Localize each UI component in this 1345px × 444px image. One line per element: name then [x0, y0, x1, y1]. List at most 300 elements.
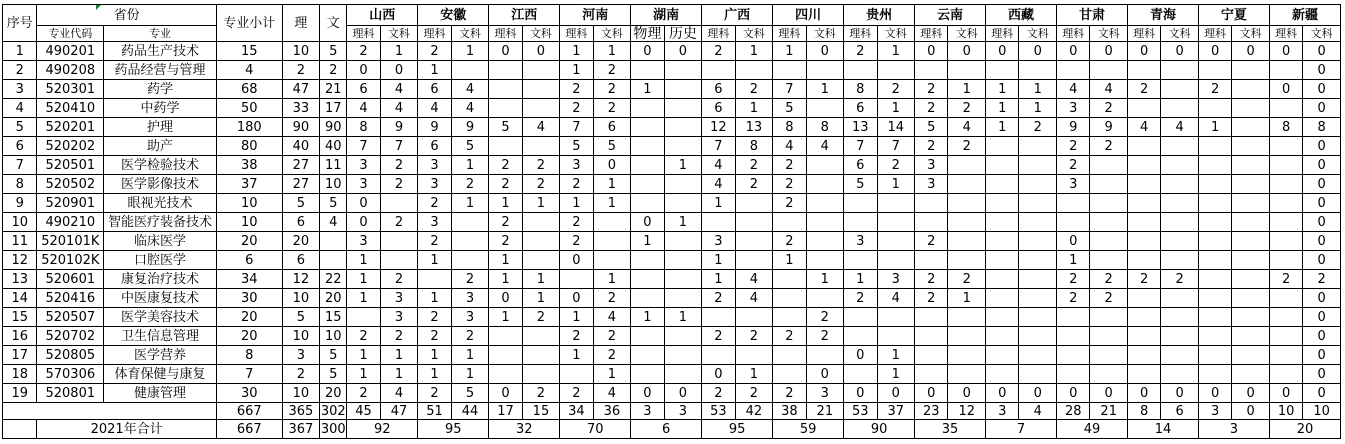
row-value[interactable]: [1019, 137, 1057, 156]
row-value[interactable]: [1090, 61, 1128, 80]
row-value[interactable]: [489, 80, 522, 99]
row-value[interactable]: [1269, 194, 1302, 213]
row-value[interactable]: [986, 327, 1019, 346]
row-value[interactable]: [1269, 289, 1302, 308]
row-value[interactable]: 2: [773, 384, 806, 403]
row-value[interactable]: [1232, 270, 1270, 289]
row-value[interactable]: 2: [347, 384, 380, 403]
row-value[interactable]: [380, 232, 418, 251]
row-value[interactable]: [1198, 175, 1231, 194]
row-value[interactable]: [1232, 289, 1270, 308]
row-value[interactable]: [664, 251, 702, 270]
row-code[interactable]: 520601: [37, 270, 104, 289]
row-value[interactable]: 2: [702, 384, 735, 403]
row-value[interactable]: [986, 346, 1019, 365]
row-value[interactable]: [844, 194, 877, 213]
row-subtotal[interactable]: 15: [216, 42, 282, 61]
row-major[interactable]: 药品经营与管理: [104, 61, 217, 80]
row-value[interactable]: 2: [1161, 270, 1199, 289]
row-value[interactable]: [1269, 308, 1302, 327]
row-art[interactable]: 10: [320, 175, 347, 194]
row-value[interactable]: [773, 213, 806, 232]
row-value[interactable]: [1198, 156, 1231, 175]
row-value[interactable]: [877, 232, 915, 251]
row-value[interactable]: 0: [877, 384, 915, 403]
row-value[interactable]: 1: [773, 42, 806, 61]
row-sci[interactable]: 40: [282, 137, 320, 156]
row-value[interactable]: 2: [1057, 137, 1090, 156]
row-value[interactable]: [1269, 327, 1302, 346]
row-art[interactable]: 90: [320, 118, 347, 137]
row-value[interactable]: 0: [1019, 384, 1057, 403]
row-value[interactable]: 0: [915, 384, 948, 403]
row-value[interactable]: 2: [451, 270, 489, 289]
row-value[interactable]: 2: [773, 156, 806, 175]
row-value[interactable]: [1198, 308, 1231, 327]
row-value[interactable]: 0: [806, 365, 844, 384]
row-value[interactable]: 5: [560, 137, 593, 156]
row-value[interactable]: [631, 327, 664, 346]
row-sci[interactable]: 10: [282, 327, 320, 346]
row-value[interactable]: [1269, 251, 1302, 270]
row-value[interactable]: 4: [451, 99, 489, 118]
row-value[interactable]: [773, 346, 806, 365]
row-value[interactable]: [522, 346, 560, 365]
row-value[interactable]: [1198, 346, 1231, 365]
row-value[interactable]: 4: [380, 99, 418, 118]
row-value[interactable]: 2: [1090, 99, 1128, 118]
row-value[interactable]: 0: [489, 42, 522, 61]
row-value[interactable]: [735, 346, 773, 365]
row-value[interactable]: 0: [1127, 42, 1160, 61]
row-value[interactable]: 0: [560, 289, 593, 308]
row-art[interactable]: [320, 232, 347, 251]
row-value[interactable]: [806, 194, 844, 213]
subtotal-value[interactable]: 17: [489, 403, 522, 420]
row-value[interactable]: [735, 213, 773, 232]
row-value[interactable]: [1019, 156, 1057, 175]
row-value[interactable]: 1: [451, 156, 489, 175]
row-value[interactable]: [664, 327, 702, 346]
row-seq[interactable]: 13: [3, 270, 37, 289]
row-value[interactable]: 3: [347, 232, 380, 251]
row-value[interactable]: 4: [522, 118, 560, 137]
row-subtotal[interactable]: 20: [216, 232, 282, 251]
row-value[interactable]: [1019, 232, 1057, 251]
row-value[interactable]: 0: [948, 384, 986, 403]
row-value[interactable]: [915, 194, 948, 213]
row-value[interactable]: [522, 232, 560, 251]
row-value[interactable]: 2: [948, 137, 986, 156]
row-value[interactable]: 8: [1269, 118, 1302, 137]
row-value[interactable]: 2: [773, 175, 806, 194]
row-value[interactable]: [1269, 61, 1302, 80]
row-subtotal[interactable]: 6: [216, 251, 282, 270]
row-major[interactable]: 医学影像技术: [104, 175, 217, 194]
row-value[interactable]: 6: [702, 99, 735, 118]
row-major[interactable]: 医学营养: [104, 346, 217, 365]
row-value[interactable]: [1232, 194, 1270, 213]
row-value[interactable]: [664, 289, 702, 308]
row-value[interactable]: 4: [877, 289, 915, 308]
province-total[interactable]: 70: [560, 420, 631, 439]
row-sci[interactable]: 12: [282, 270, 320, 289]
row-value[interactable]: 2: [735, 175, 773, 194]
row-value[interactable]: [1127, 251, 1160, 270]
row-value[interactable]: 2: [418, 42, 451, 61]
subtotal-value[interactable]: 28: [1057, 403, 1090, 420]
row-value[interactable]: 2: [593, 61, 631, 80]
row-value[interactable]: 3: [806, 384, 844, 403]
row-value[interactable]: 0: [1303, 80, 1341, 99]
row-value[interactable]: [489, 137, 522, 156]
row-subtotal[interactable]: 50: [216, 99, 282, 118]
row-sci[interactable]: 47: [282, 80, 320, 99]
row-value[interactable]: 14: [877, 118, 915, 137]
row-major[interactable]: 眼视光技术: [104, 194, 217, 213]
row-subtotal[interactable]: 30: [216, 289, 282, 308]
row-value[interactable]: [806, 213, 844, 232]
row-value[interactable]: [664, 346, 702, 365]
row-value[interactable]: 1: [560, 308, 593, 327]
row-value[interactable]: 0: [1303, 251, 1341, 270]
row-value[interactable]: [1269, 137, 1302, 156]
row-value[interactable]: 0: [522, 42, 560, 61]
row-value[interactable]: 0: [664, 42, 702, 61]
subtotal-value[interactable]: 53: [702, 403, 735, 420]
row-value[interactable]: 2: [915, 99, 948, 118]
row-value[interactable]: 2: [1127, 270, 1160, 289]
row-value[interactable]: 9: [418, 118, 451, 137]
row-value[interactable]: 0: [1090, 384, 1128, 403]
row-code[interactable]: 520507: [37, 308, 104, 327]
row-value[interactable]: 6: [593, 118, 631, 137]
row-value[interactable]: 9: [451, 118, 489, 137]
row-value[interactable]: [489, 327, 522, 346]
row-value[interactable]: [1232, 213, 1270, 232]
row-value[interactable]: 1: [451, 194, 489, 213]
row-value[interactable]: 5: [593, 137, 631, 156]
row-value[interactable]: 1: [347, 346, 380, 365]
row-value[interactable]: 1: [773, 251, 806, 270]
row-major[interactable]: 药学: [104, 80, 217, 99]
row-value[interactable]: 0: [1303, 327, 1341, 346]
row-value[interactable]: 0: [1269, 80, 1302, 99]
row-value[interactable]: [1232, 137, 1270, 156]
row-value[interactable]: [522, 80, 560, 99]
row-value[interactable]: 1: [806, 270, 844, 289]
row-value[interactable]: 0: [1127, 384, 1160, 403]
row-value[interactable]: 0: [948, 42, 986, 61]
row-value[interactable]: 5: [489, 118, 522, 137]
row-value[interactable]: [593, 251, 631, 270]
subtotal-value[interactable]: 21: [806, 403, 844, 420]
row-value[interactable]: [1198, 251, 1231, 270]
row-value[interactable]: 0: [1303, 384, 1341, 403]
row-value[interactable]: [1090, 308, 1128, 327]
row-value[interactable]: 0: [1269, 384, 1302, 403]
row-value[interactable]: 0: [1303, 137, 1341, 156]
row-value[interactable]: 1: [451, 42, 489, 61]
row-value[interactable]: 0: [380, 61, 418, 80]
row-value[interactable]: [664, 118, 702, 137]
row-value[interactable]: 0: [844, 346, 877, 365]
row-value[interactable]: 2: [593, 346, 631, 365]
row-value[interactable]: [1198, 194, 1231, 213]
row-seq[interactable]: 16: [3, 327, 37, 346]
row-value[interactable]: 3: [702, 232, 735, 251]
row-value[interactable]: [1019, 346, 1057, 365]
row-subtotal[interactable]: 4: [216, 61, 282, 80]
row-value[interactable]: [451, 251, 489, 270]
row-value[interactable]: [1019, 365, 1057, 384]
row-value[interactable]: [735, 194, 773, 213]
row-value[interactable]: [664, 232, 702, 251]
row-major[interactable]: 卫生信息管理: [104, 327, 217, 346]
row-value[interactable]: 3: [451, 289, 489, 308]
row-value[interactable]: 2: [806, 327, 844, 346]
row-value[interactable]: 8: [773, 118, 806, 137]
row-value[interactable]: 2: [593, 327, 631, 346]
row-value[interactable]: [1232, 61, 1270, 80]
row-value[interactable]: 2: [1127, 80, 1160, 99]
province-total[interactable]: 3: [1198, 420, 1269, 439]
row-value[interactable]: [1161, 194, 1199, 213]
row-value[interactable]: [1232, 156, 1270, 175]
row-value[interactable]: 4: [806, 137, 844, 156]
row-value[interactable]: 1: [418, 289, 451, 308]
row-value[interactable]: 1: [347, 270, 380, 289]
row-value[interactable]: 1: [560, 42, 593, 61]
row-value[interactable]: 0: [1303, 61, 1341, 80]
row-value[interactable]: 1: [489, 251, 522, 270]
row-art[interactable]: 5: [320, 365, 347, 384]
subtotal-value[interactable]: 53: [844, 403, 877, 420]
row-value[interactable]: 2: [418, 308, 451, 327]
province-total[interactable]: 32: [489, 420, 560, 439]
row-value[interactable]: [1127, 156, 1160, 175]
row-value[interactable]: [986, 308, 1019, 327]
row-value[interactable]: 0: [1303, 99, 1341, 118]
row-value[interactable]: 2: [877, 80, 915, 99]
row-subtotal[interactable]: 30: [216, 384, 282, 403]
row-value[interactable]: [1127, 99, 1160, 118]
row-value[interactable]: 0: [1198, 42, 1231, 61]
row-value[interactable]: [664, 270, 702, 289]
subtotal-value[interactable]: 3: [664, 403, 702, 420]
row-seq[interactable]: 9: [3, 194, 37, 213]
row-value[interactable]: 8: [806, 118, 844, 137]
subtotal-value[interactable]: 0: [1232, 403, 1270, 420]
row-value[interactable]: [664, 99, 702, 118]
row-value[interactable]: [986, 232, 1019, 251]
row-value[interactable]: 2: [702, 327, 735, 346]
row-value[interactable]: [986, 194, 1019, 213]
row-value[interactable]: 8: [844, 80, 877, 99]
row-value[interactable]: [986, 365, 1019, 384]
row-value[interactable]: 3: [418, 156, 451, 175]
row-value[interactable]: 0: [1303, 42, 1341, 61]
row-value[interactable]: [1232, 99, 1270, 118]
row-value[interactable]: [631, 118, 664, 137]
row-sci[interactable]: 10: [282, 289, 320, 308]
province-total[interactable]: 49: [1057, 420, 1128, 439]
row-value[interactable]: [1161, 156, 1199, 175]
row-value[interactable]: [877, 213, 915, 232]
row-value[interactable]: [1232, 251, 1270, 270]
row-value[interactable]: 2: [489, 232, 522, 251]
province-total[interactable]: 6: [631, 420, 702, 439]
row-value[interactable]: 7: [380, 137, 418, 156]
row-value[interactable]: 2: [522, 384, 560, 403]
row-value[interactable]: [1269, 232, 1302, 251]
row-value[interactable]: [1198, 327, 1231, 346]
row-value[interactable]: 2: [560, 99, 593, 118]
row-value[interactable]: 7: [560, 118, 593, 137]
row-value[interactable]: [1019, 308, 1057, 327]
subtotal-value[interactable]: 3: [1198, 403, 1231, 420]
row-seq[interactable]: 3: [3, 80, 37, 99]
row-value[interactable]: 0: [1057, 42, 1090, 61]
row-value[interactable]: [1057, 346, 1090, 365]
row-value[interactable]: 9: [1057, 118, 1090, 137]
row-value[interactable]: [948, 175, 986, 194]
total-label[interactable]: 2021年合计: [37, 420, 216, 439]
row-value[interactable]: 3: [451, 308, 489, 327]
row-value[interactable]: [1161, 308, 1199, 327]
row-value[interactable]: 2: [773, 232, 806, 251]
row-value[interactable]: 4: [1127, 118, 1160, 137]
row-value[interactable]: 1: [418, 346, 451, 365]
row-value[interactable]: 2: [560, 232, 593, 251]
row-value[interactable]: [986, 289, 1019, 308]
row-value[interactable]: 1: [489, 194, 522, 213]
row-value[interactable]: [1161, 232, 1199, 251]
row-value[interactable]: [522, 61, 560, 80]
row-value[interactable]: 5: [451, 137, 489, 156]
row-value[interactable]: 0: [593, 156, 631, 175]
row-code[interactable]: 520501: [37, 156, 104, 175]
row-value[interactable]: 2: [915, 80, 948, 99]
row-value[interactable]: [948, 346, 986, 365]
row-value[interactable]: 0: [631, 213, 664, 232]
row-value[interactable]: [1090, 346, 1128, 365]
row-seq[interactable]: 19: [3, 384, 37, 403]
row-value[interactable]: [986, 156, 1019, 175]
row-value[interactable]: 7: [702, 137, 735, 156]
row-major[interactable]: 药品生产技术: [104, 42, 217, 61]
row-value[interactable]: 1: [489, 308, 522, 327]
row-art[interactable]: 20: [320, 384, 347, 403]
row-value[interactable]: 2: [806, 308, 844, 327]
row-value[interactable]: [773, 289, 806, 308]
row-subtotal[interactable]: 38: [216, 156, 282, 175]
row-value[interactable]: [1127, 308, 1160, 327]
row-value[interactable]: 4: [1057, 80, 1090, 99]
row-value[interactable]: 2: [489, 175, 522, 194]
row-value[interactable]: [844, 61, 877, 80]
row-value[interactable]: 2: [380, 327, 418, 346]
row-art[interactable]: 5: [320, 346, 347, 365]
row-value[interactable]: 0: [631, 384, 664, 403]
subtotal-value[interactable]: 51: [418, 403, 451, 420]
row-art[interactable]: 15: [320, 308, 347, 327]
row-value[interactable]: 0: [489, 384, 522, 403]
row-value[interactable]: 1: [702, 270, 735, 289]
row-value[interactable]: [1127, 327, 1160, 346]
row-value[interactable]: 0: [1303, 232, 1341, 251]
row-value[interactable]: [1198, 365, 1231, 384]
row-value[interactable]: 6: [844, 99, 877, 118]
row-value[interactable]: 3: [347, 156, 380, 175]
row-seq[interactable]: 1: [3, 42, 37, 61]
row-value[interactable]: 2: [948, 99, 986, 118]
row-value[interactable]: 2: [522, 156, 560, 175]
row-value[interactable]: 0: [1303, 289, 1341, 308]
row-value[interactable]: 2: [735, 80, 773, 99]
row-value[interactable]: 1: [664, 156, 702, 175]
row-seq[interactable]: 14: [3, 289, 37, 308]
row-value[interactable]: [1269, 213, 1302, 232]
province-total[interactable]: 92: [347, 420, 418, 439]
row-value[interactable]: [1127, 365, 1160, 384]
row-value[interactable]: 1: [522, 270, 560, 289]
row-value[interactable]: [1198, 232, 1231, 251]
row-value[interactable]: [664, 175, 702, 194]
row-value[interactable]: [522, 137, 560, 156]
row-value[interactable]: 0: [347, 194, 380, 213]
row-value[interactable]: 2: [560, 80, 593, 99]
province-total[interactable]: 7: [986, 420, 1057, 439]
row-value[interactable]: 2: [1057, 289, 1090, 308]
row-value[interactable]: 1: [380, 346, 418, 365]
row-value[interactable]: 2: [877, 156, 915, 175]
row-value[interactable]: 0: [1303, 175, 1341, 194]
row-value[interactable]: [1057, 194, 1090, 213]
row-value[interactable]: [915, 308, 948, 327]
row-value[interactable]: [877, 251, 915, 270]
row-value[interactable]: [522, 99, 560, 118]
row-value[interactable]: [948, 213, 986, 232]
row-value[interactable]: 2: [1090, 289, 1128, 308]
row-value[interactable]: [1090, 232, 1128, 251]
row-value[interactable]: 0: [1161, 42, 1199, 61]
row-value[interactable]: [702, 308, 735, 327]
row-value[interactable]: [1161, 346, 1199, 365]
row-value[interactable]: [1090, 365, 1128, 384]
row-value[interactable]: 0: [1303, 156, 1341, 175]
row-value[interactable]: [1019, 175, 1057, 194]
row-value[interactable]: [1198, 213, 1231, 232]
row-value[interactable]: [631, 156, 664, 175]
row-value[interactable]: 1: [631, 308, 664, 327]
row-value[interactable]: [1269, 365, 1302, 384]
row-value[interactable]: [1057, 61, 1090, 80]
row-value[interactable]: [1019, 327, 1057, 346]
row-value[interactable]: 2: [560, 327, 593, 346]
subtotal-value[interactable]: 15: [522, 403, 560, 420]
row-value[interactable]: [948, 251, 986, 270]
row-value[interactable]: [702, 213, 735, 232]
row-value[interactable]: [1269, 156, 1302, 175]
row-value[interactable]: 3: [380, 289, 418, 308]
row-value[interactable]: 0: [631, 42, 664, 61]
row-value[interactable]: [1232, 232, 1270, 251]
row-value[interactable]: 2: [844, 42, 877, 61]
row-art[interactable]: 2: [320, 61, 347, 80]
province-total[interactable]: 35: [915, 420, 986, 439]
row-value[interactable]: 0: [1161, 384, 1199, 403]
